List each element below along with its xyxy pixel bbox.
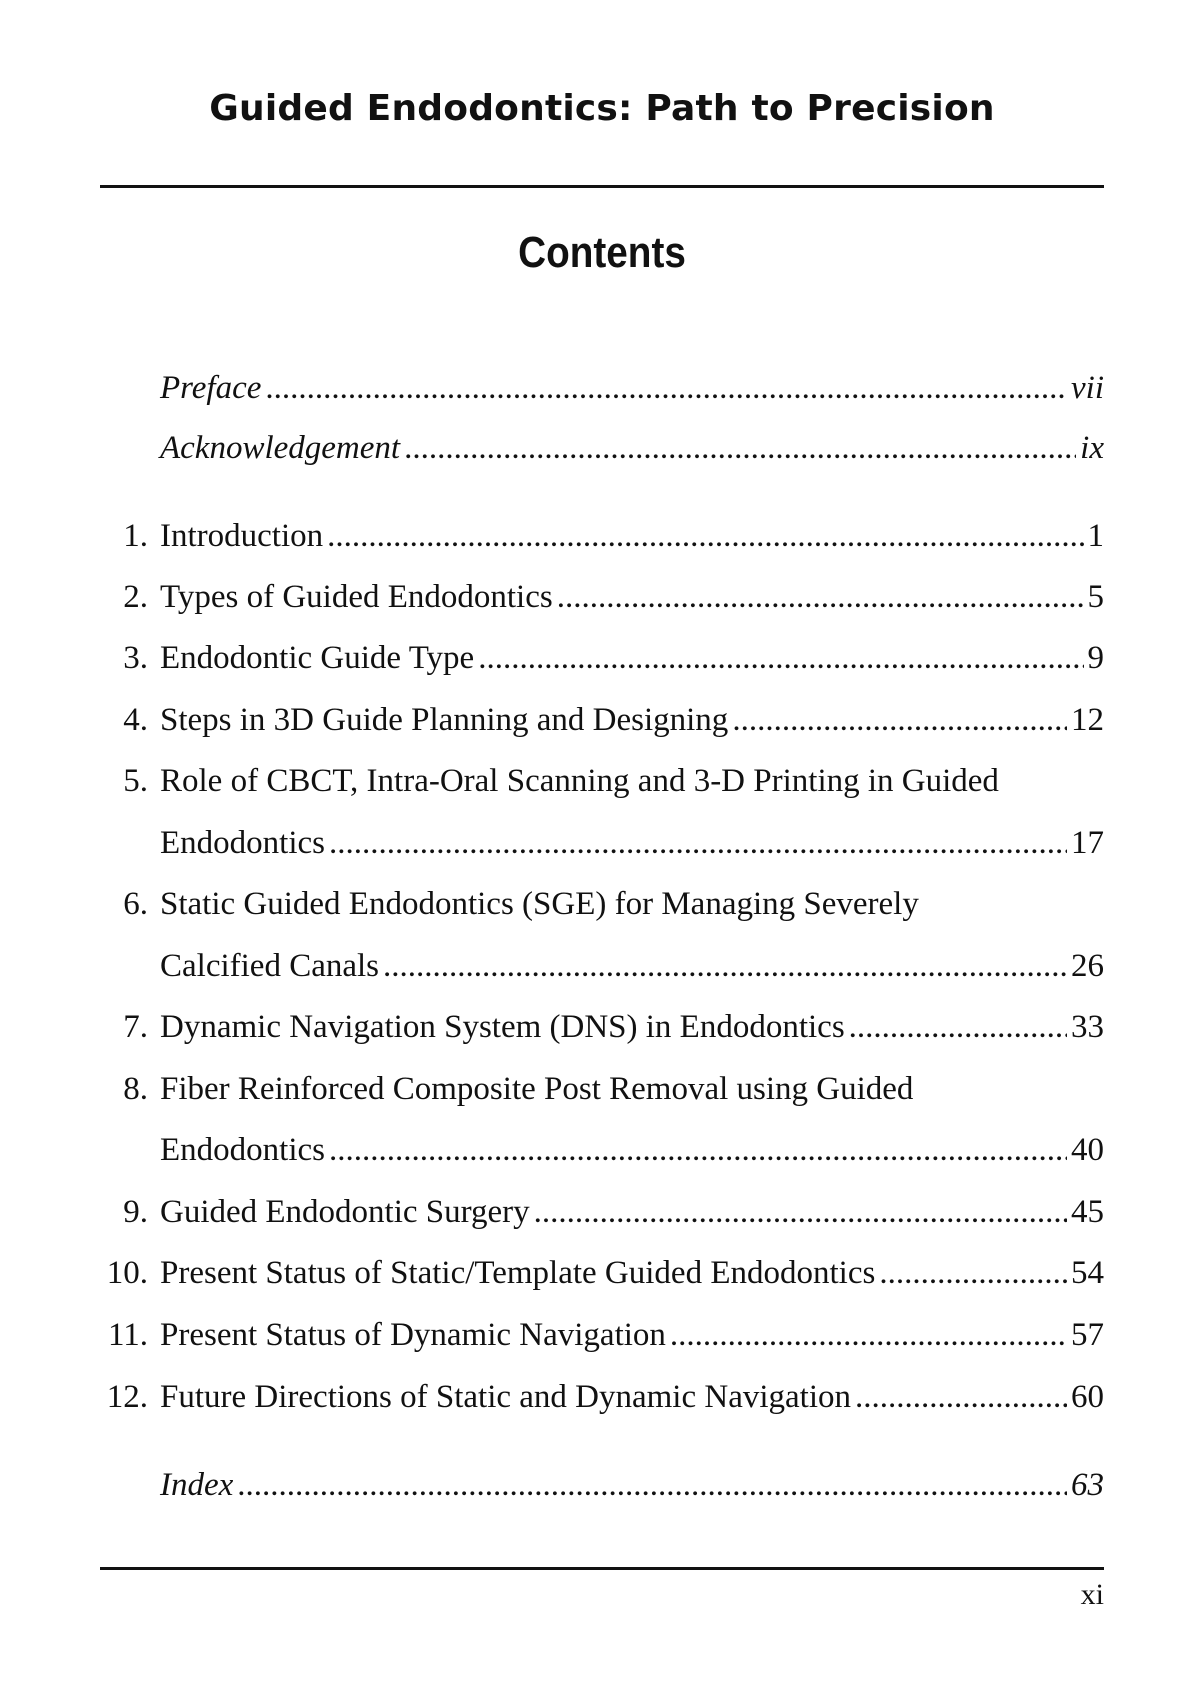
leader-dots	[855, 1366, 1067, 1428]
toc-entry-page: 57	[1071, 1317, 1104, 1353]
top-rule	[100, 185, 1104, 188]
toc-entry-label-line1: Role of CBCT, Intra-Oral Scanning and 3-D Printing in Guided	[160, 763, 999, 799]
toc-entry-chapter-6[interactable]	[100, 935, 1104, 997]
toc-entry-label: Index	[160, 1467, 234, 1503]
toc-entry-chapter-7[interactable]	[100, 996, 1104, 1058]
toc-entry-label: Guided Endodontic Surgery	[160, 1194, 530, 1230]
toc-entry-page: vii	[1071, 370, 1104, 406]
leader-dots	[557, 566, 1084, 628]
toc-entry-label: Endodontics	[160, 825, 325, 861]
toc-entry-label-line1: Fiber Reinforced Composite Post Removal using Guided	[160, 1071, 914, 1107]
chapter-number: 8.	[123, 1071, 148, 1107]
toc-entry-label: Future Directions of Static and Dynamic Navigation	[160, 1379, 852, 1415]
chapter-number: 6.	[123, 886, 148, 922]
chapter-number: 7.	[123, 1009, 148, 1045]
leader-dots	[265, 357, 1067, 419]
toc-entry-chapter-1[interactable]	[100, 505, 1104, 567]
toc-entry-label: Dynamic Navigation System (DNS) in Endodontics	[160, 1009, 845, 1045]
toc-entry-page: 40	[1071, 1132, 1104, 1168]
leader-dots	[478, 627, 1083, 689]
page-number: xi	[1080, 1578, 1104, 1611]
toc-entry-chapter-5-first-line[interactable]	[100, 750, 1104, 812]
chapter-number: 2.	[123, 579, 148, 615]
leader-dots	[329, 1119, 1067, 1181]
leader-dots	[327, 505, 1083, 567]
toc-entry-label: Steps in 3D Guide Planning and Designing	[160, 702, 729, 738]
leader-dots	[329, 812, 1067, 874]
book-title: Guided Endodontics: Path to Precision	[209, 88, 995, 129]
toc-entry-page: 5	[1087, 579, 1104, 615]
toc-entry-chapter-11[interactable]	[100, 1304, 1104, 1366]
leader-dots	[670, 1304, 1067, 1366]
chapter-number: 10.	[106, 1255, 148, 1291]
page-title: Contents	[518, 228, 686, 277]
toc-entry-page: 1	[1087, 518, 1104, 554]
toc-entry-label: Present Status of Dynamic Navigation	[160, 1317, 666, 1353]
toc-entry-label: Introduction	[160, 518, 324, 554]
toc-entry-chapter-4[interactable]	[100, 689, 1104, 751]
leader-dots	[383, 935, 1067, 997]
chapter-number: 5.	[123, 763, 148, 799]
bottom-rule	[100, 1567, 1104, 1570]
toc-entry-chapter-12[interactable]	[100, 1366, 1104, 1428]
toc-entry-page: ix	[1080, 430, 1104, 466]
toc-entry-label: Types of Guided Endodontics	[160, 579, 553, 615]
toc-entry-page: 54	[1071, 1255, 1104, 1291]
toc-entry-chapter-3[interactable]	[100, 627, 1104, 689]
chapter-number: 1.	[123, 518, 148, 554]
toc-entry-label: Acknowledgement	[160, 430, 401, 466]
toc-entry-page: 12	[1071, 702, 1104, 738]
toc-entry-chapter-5[interactable]	[100, 812, 1104, 874]
leader-dots	[404, 417, 1076, 479]
toc-entry-chapter-2[interactable]	[100, 566, 1104, 628]
toc-entry-label: Calcified Canals	[160, 948, 380, 984]
toc-entry-page: 60	[1071, 1379, 1104, 1415]
leader-dots	[237, 1454, 1067, 1516]
toc-entry-label: Endodontic Guide Type	[160, 640, 475, 676]
toc-entry-chapter-8[interactable]	[100, 1119, 1104, 1181]
toc-entry-page: 63	[1071, 1467, 1104, 1503]
toc-entry-acknowledgement[interactable]	[100, 417, 1104, 479]
toc-entry-label: Preface	[160, 370, 262, 406]
chapter-number: 11.	[107, 1317, 148, 1353]
toc-entry-label: Endodontics	[160, 1132, 325, 1168]
toc-entry-chapter-9[interactable]	[100, 1181, 1104, 1243]
toc-entry-page: 45	[1071, 1194, 1104, 1230]
leader-dots	[534, 1181, 1067, 1243]
toc-entry-page: 33	[1071, 1009, 1104, 1045]
toc-entry-chapter-10[interactable]	[100, 1242, 1104, 1304]
toc-entry-page: 17	[1071, 825, 1104, 861]
chapter-number: 9.	[123, 1194, 148, 1230]
chapter-number: 3.	[123, 640, 148, 676]
leader-dots	[732, 689, 1067, 751]
toc-entry-page: 9	[1087, 640, 1104, 676]
toc-entry-label: Present Status of Static/Template Guided Endodontics	[160, 1255, 876, 1291]
toc-entry-chapter-6-first-line[interactable]	[100, 873, 1104, 935]
chapter-number: 4.	[123, 702, 148, 738]
toc-entry-page: 26	[1071, 948, 1104, 984]
leader-dots	[849, 996, 1067, 1058]
toc-entry-index[interactable]	[100, 1454, 1104, 1516]
toc-entry-chapter-8-first-line[interactable]	[100, 1058, 1104, 1120]
chapter-number: 12.	[106, 1379, 148, 1415]
toc-entry-label-line1: Static Guided Endodontics (SGE) for Managing Severely	[160, 886, 919, 922]
toc-entry-preface[interactable]	[100, 357, 1104, 419]
leader-dots	[879, 1242, 1067, 1304]
